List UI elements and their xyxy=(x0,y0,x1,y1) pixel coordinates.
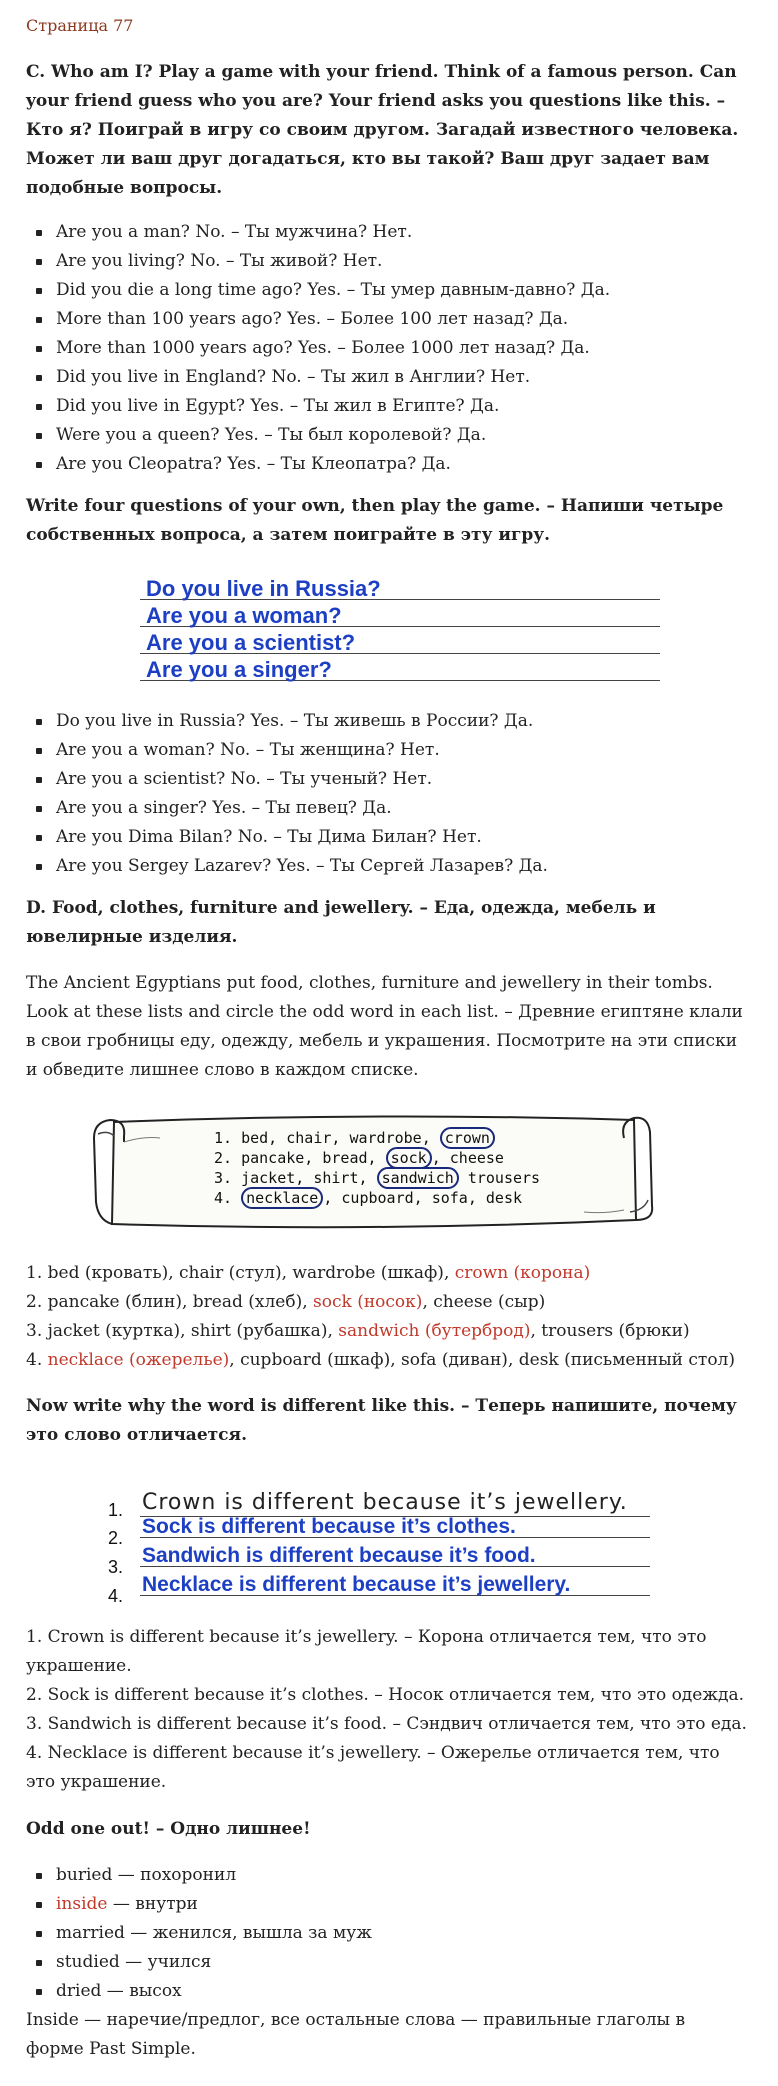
handwritten-line: Sock is different because it’s clothes. xyxy=(142,1515,516,1538)
odd-one-out-heading: Odd one out! – Одно лишнее! xyxy=(26,1819,311,1839)
why-heading: Now write why the word is different like this. – Теперь напишите, почему это слово отличается. xyxy=(26,1396,737,1445)
handwritten-line: Crown is different because it’s jewellery. xyxy=(142,1490,628,1515)
handwritten-line: Do you live in Russia? xyxy=(146,576,381,601)
list-item: Did you die a long time ago? Yes. – Ты умер давным-давно? Да. xyxy=(26,276,746,305)
section-d-intro: The Ancient Egyptians put food, clothes, furniture and jewellery in their tombs. Look at these lists and circle the odd word in each list. – Древние египтяне клали в свои гробницы еду, одежду, мебель и украшения. Посмотрите на эти списки и обведите лишнее слово в каждом списке. xyxy=(26,973,743,1080)
list-item: Are you a man? No. – Ты мужчина? Нет. xyxy=(26,218,746,247)
conclusion: Inside — наречие/предлог, все остальные слова — правильные глаголы в форме Past Simple. xyxy=(26,2010,686,2059)
handwritten-questions xyxy=(140,570,660,690)
questions-list xyxy=(26,218,746,479)
list-item: More than 100 years ago? Yes. – Более 100 лет назад? Да. xyxy=(26,305,746,334)
odd-line: 1. bed (кровать), chair (стул), wardrobe (шкаф), crown (корона) xyxy=(26,1263,591,1283)
handwritten-line: Are you a scientist? xyxy=(146,630,356,655)
circled-word: crown xyxy=(440,1127,495,1149)
list-item: Are you Cleopatra? Yes. – Ты Клеопатра? Да. xyxy=(26,450,746,479)
list-item: inside — внутри xyxy=(26,1890,746,1919)
list-item: More than 1000 years ago? Yes. – Более 1000 лет назад? Да. xyxy=(26,334,746,363)
answers-list xyxy=(26,707,746,881)
list-item: Are you Sergey Lazarev? Yes. – Ты Сергей Лазарев? Да. xyxy=(26,852,746,881)
section-c-heading: C. Who am I? Play a game with your friend. Think of a famous person. Can your friend guess who you are? Your friend asks you questions like this. – Кто я? Поиграй в игру со своим другом. Загадай известного человека. Может ли ваш друг догадаться, кто вы такой? Ваш друг задает вам подобные вопросы. xyxy=(26,62,739,198)
why-answers xyxy=(26,1623,748,1797)
odd-line: 3. jacket (куртка), shirt (рубашка), sandwich (бутерброд), trousers (брюки) xyxy=(26,1321,690,1341)
list-item: Are you a scientist? No. – Ты ученый? Нет. xyxy=(26,765,746,794)
section-d-heading: D. Food, clothes, furniture and jewellery. – Еда, одежда, мебель и ювелирные изделия. xyxy=(26,898,656,947)
scroll-line-3: 3. jacket, shirt, sandwich trousers xyxy=(214,1169,541,1187)
list-item: Are you a woman? No. – Ты женщина? Нет. xyxy=(26,736,746,765)
odd-line: 4. necklace (ожерелье), cupboard (шкаф), sofa (диван), desk (письменный стол) xyxy=(26,1350,735,1370)
list-item: Do you live in Russia? Yes. – Ты живешь в России? Да. xyxy=(26,707,746,736)
handwritten-line: Are you a woman? xyxy=(146,603,342,628)
list-item: studied — учился xyxy=(26,1948,746,1977)
list-item: Are you Dima Bilan? No. – Ты Дима Билан? Нет. xyxy=(26,823,746,852)
scroll-line-4: 4. necklace , cupboard, sofa, desk xyxy=(214,1189,523,1207)
list-item: Are you a singer? Yes. – Ты певец? Да. xyxy=(26,794,746,823)
list-item: Were you a queen? Yes. – Ты был королевой? Да. xyxy=(26,421,746,450)
page-label: Страница 77 xyxy=(26,16,134,35)
why-answer: 1. Crown is different because it’s jewellery. – Корона отличается тем, что это украшение. xyxy=(26,1627,707,1676)
scroll-illustration xyxy=(84,1102,664,1242)
list-item: dried — высох xyxy=(26,1977,746,2006)
why-answer: 3. Sandwich is different because it’s food. – Сэндвич отличается тем, что это еда. xyxy=(26,1714,747,1734)
list-item: Are you living? No. – Ты живой? Нет. xyxy=(26,247,746,276)
circled-word: necklace xyxy=(241,1187,323,1209)
handwritten-line: Sandwich is different because it’s food. xyxy=(142,1544,536,1567)
handwritten-line: Are you a singer? xyxy=(146,657,332,682)
write-questions-heading: Write four questions of your own, then play the game. – Напиши четыре собственных вопроса, а затем поиграйте в эту игру. xyxy=(26,496,724,545)
scroll-line-1: 1. bed, chair, wardrobe, crown xyxy=(214,1128,495,1148)
why-answer: 4. Necklace is different because it’s jewellery. – Ожерелье отличается тем, что это украшение. xyxy=(26,1743,720,1792)
list-item: Did you live in Egypt? Yes. – Ты жил в Египте? Да. xyxy=(26,392,746,421)
circled-word: sandwich xyxy=(377,1167,459,1189)
handwritten-line: Necklace is different because it’s jewellery. xyxy=(142,1573,571,1596)
scroll-line-2: 2. pancake, bread, sock , cheese xyxy=(214,1149,504,1167)
list-item: Did you live in England? No. – Ты жил в Англии? Нет. xyxy=(26,363,746,392)
odd-line: 2. pancake (блин), bread (хлеб), sock (носок), cheese (сыр) xyxy=(26,1292,546,1312)
odd-one-out-list xyxy=(26,1861,746,2006)
odd-words-list xyxy=(26,1259,748,1375)
list-item: buried — похоронил xyxy=(26,1861,746,1890)
why-answer: 2. Sock is different because it’s clothes. – Носок отличается тем, что это одежда. xyxy=(26,1685,744,1705)
circled-word: sock xyxy=(386,1147,432,1169)
list-item: married — женился, вышла за муж xyxy=(26,1919,746,1948)
handwritten-why: 1. 2. 3. 4. Crown is different because it’s jewellery. Sock is different because it’s clothes. Sandwich is different because it’s food. Necklace is different because it’s jewellery. xyxy=(108,1480,668,1600)
